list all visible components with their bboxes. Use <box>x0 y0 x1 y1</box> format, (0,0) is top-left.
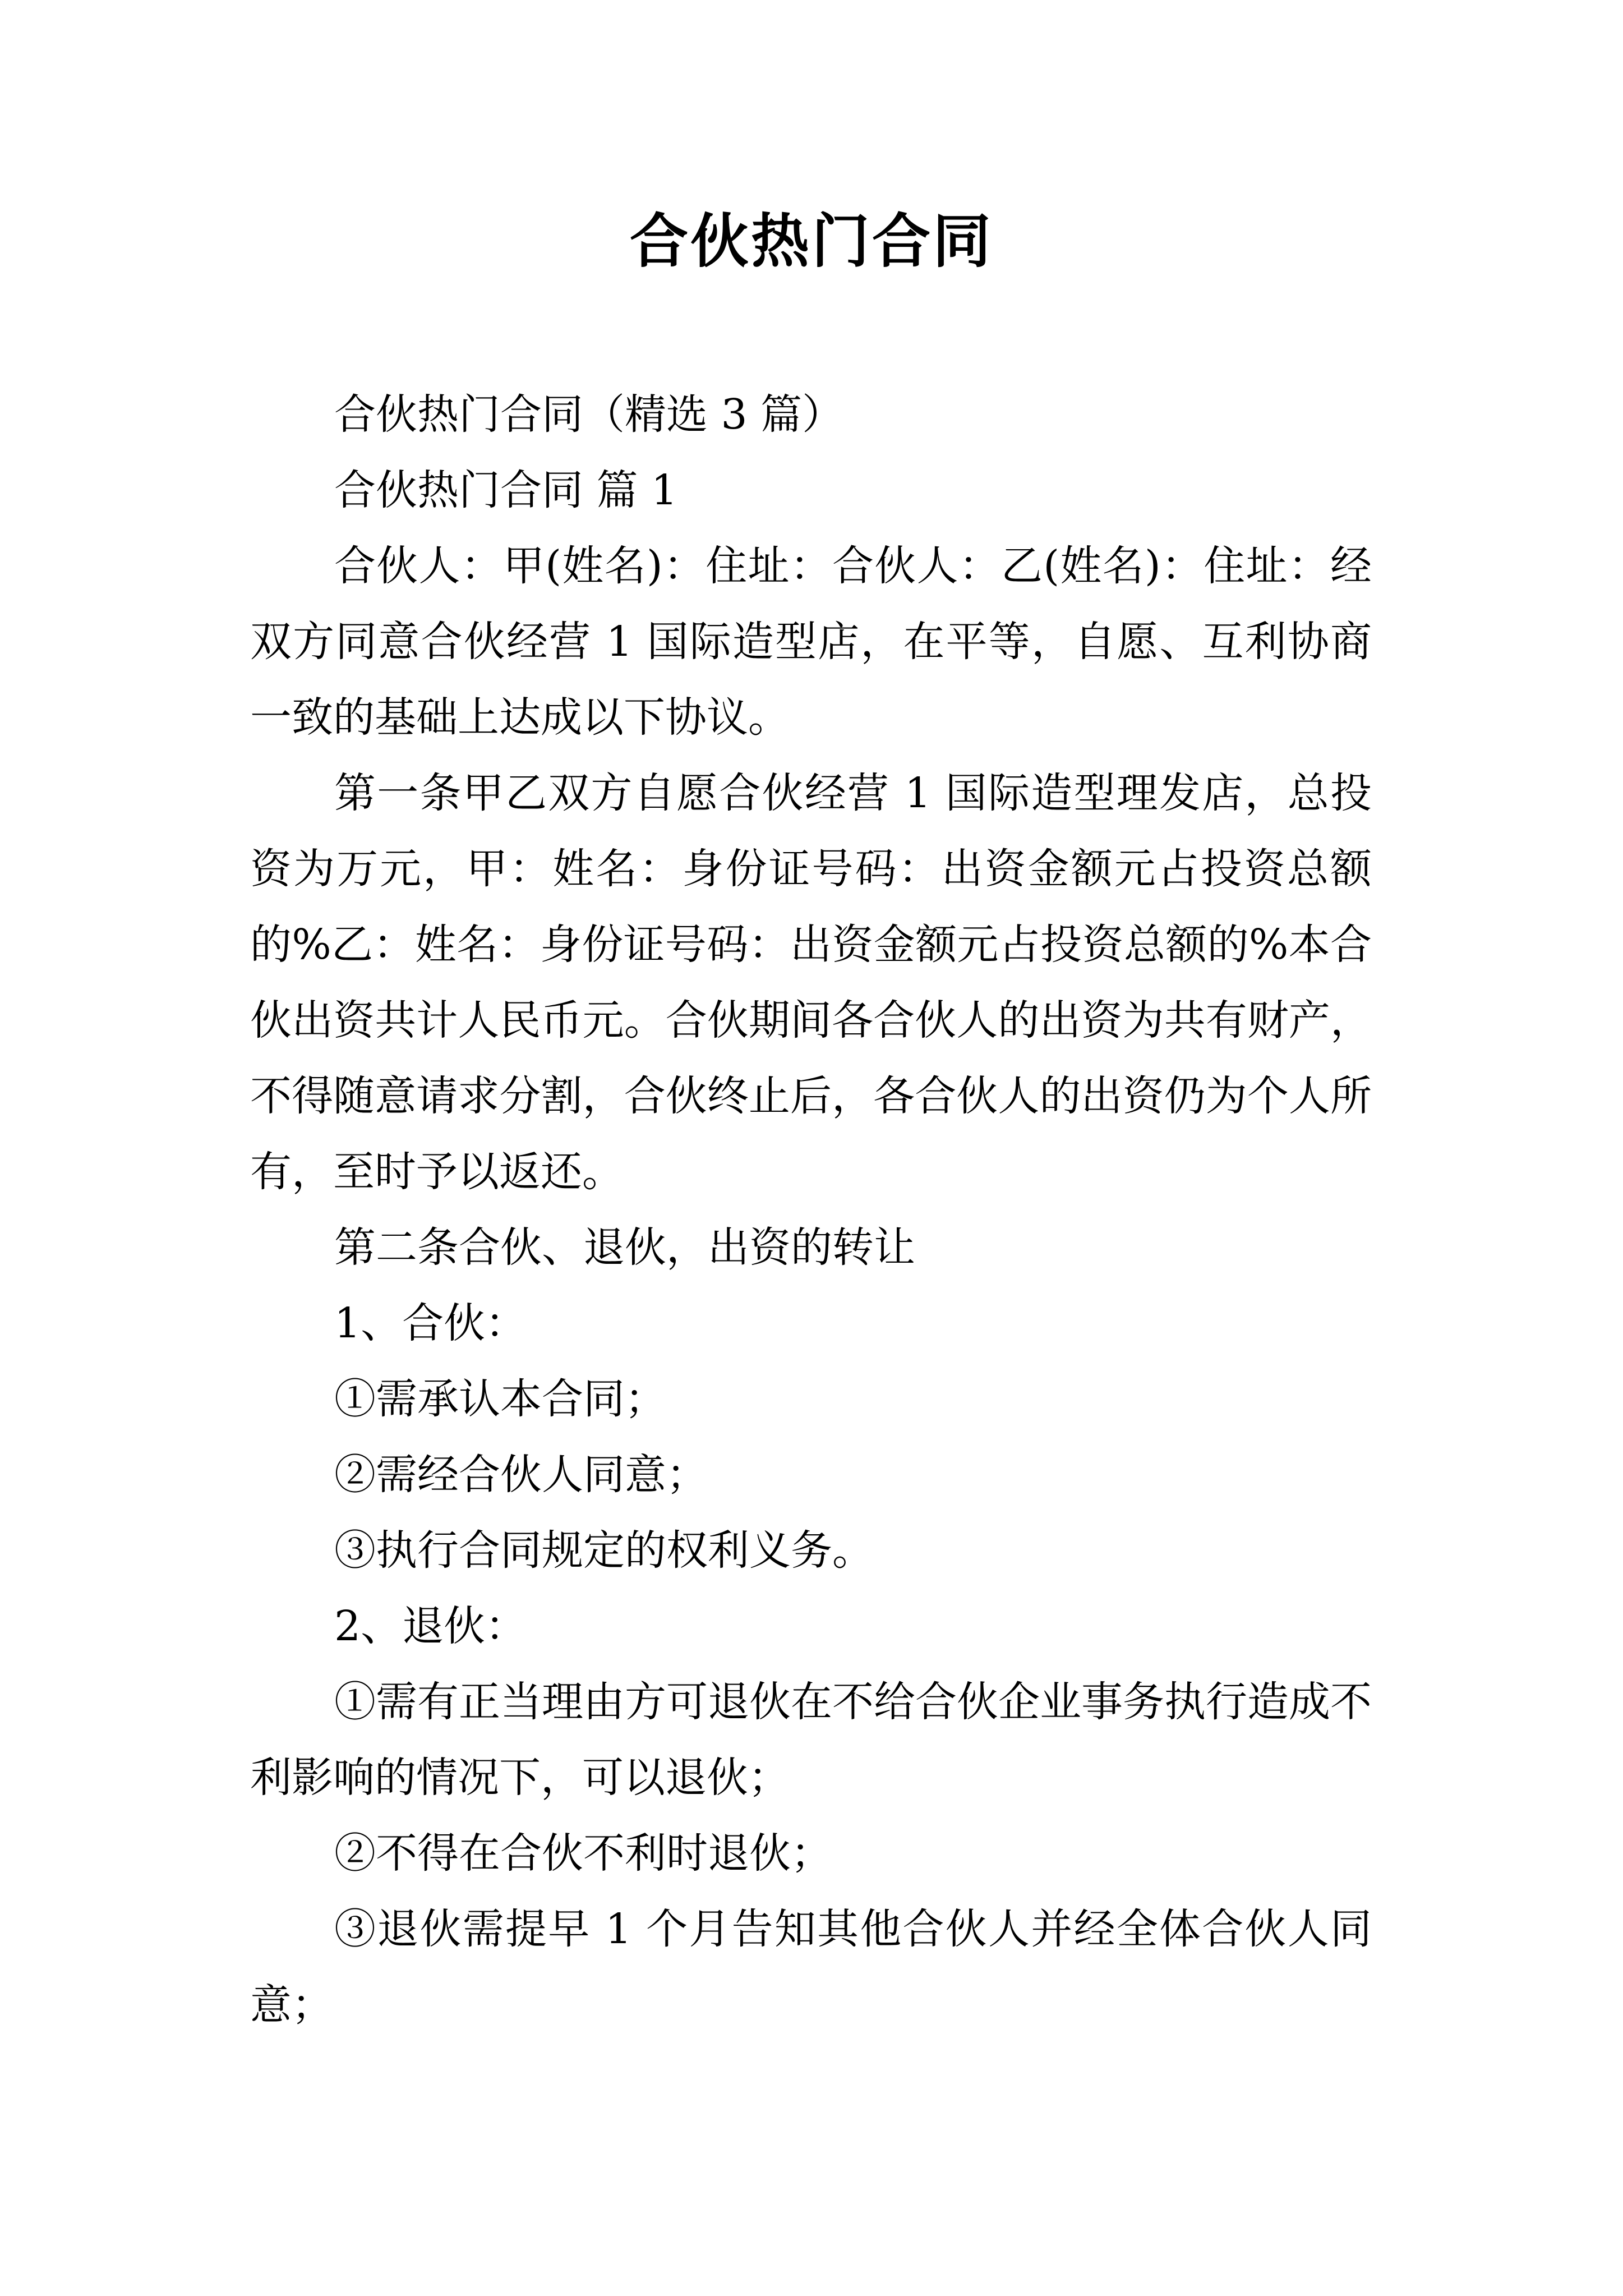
list-item: ②需经合伙人同意； <box>334 1451 708 1499</box>
list-item: ①需有正当理由方可退伙在不给合伙企业事务执行造成不利影响的情况下，可以退伙； <box>250 1678 1372 1802</box>
paragraph-partnership-heading: 1、合伙： <box>334 1299 527 1347</box>
paragraph-parties: 合伙人：甲(姓名)：住址：合伙人：乙(姓名)：住址：经双方同意合伙经营 1 国际造型店，在平等，自愿、互利协商一致的基础上达成以下协议。 <box>250 542 1372 742</box>
document-title: 合伙热门合同 <box>629 206 993 275</box>
paragraph-article-1: 第一条甲乙双方自愿合伙经营 1 国际造型理发店，总投资为万元，甲：姓名：身份证号码：出资金额元占投资总额的%乙：姓名：身份证号码：出资金额元占投资总额的%本合伙出资共计人民币元。合伙期间各合伙人的出资为共有财产，不得随意请求分割，合伙终止后，各合伙人的出资仍为个人所有，至时予以返还。 <box>250 769 1372 1196</box>
list-item: ①需承认本合同； <box>334 1375 666 1423</box>
section-heading: 合伙热门合同 篇 1 <box>334 466 678 514</box>
document-body <box>250 377 1372 2043</box>
list-item: ③退伙需提早 1 个月告知其他合伙人并经全体合伙人同意； <box>250 1905 1372 2029</box>
paragraph-article-2-heading: 第二条合伙、退伙，出资的转让 <box>334 1223 915 1272</box>
subtitle-paragraph: 合伙热门合同（精选 3 篇） <box>334 390 844 439</box>
list-item: ②不得在合伙不利时退伙； <box>334 1829 832 1878</box>
paragraph-withdrawal-heading: 2、退伙： <box>334 1602 527 1650</box>
list-item: ③执行合同规定的权利义务。 <box>334 1526 874 1575</box>
